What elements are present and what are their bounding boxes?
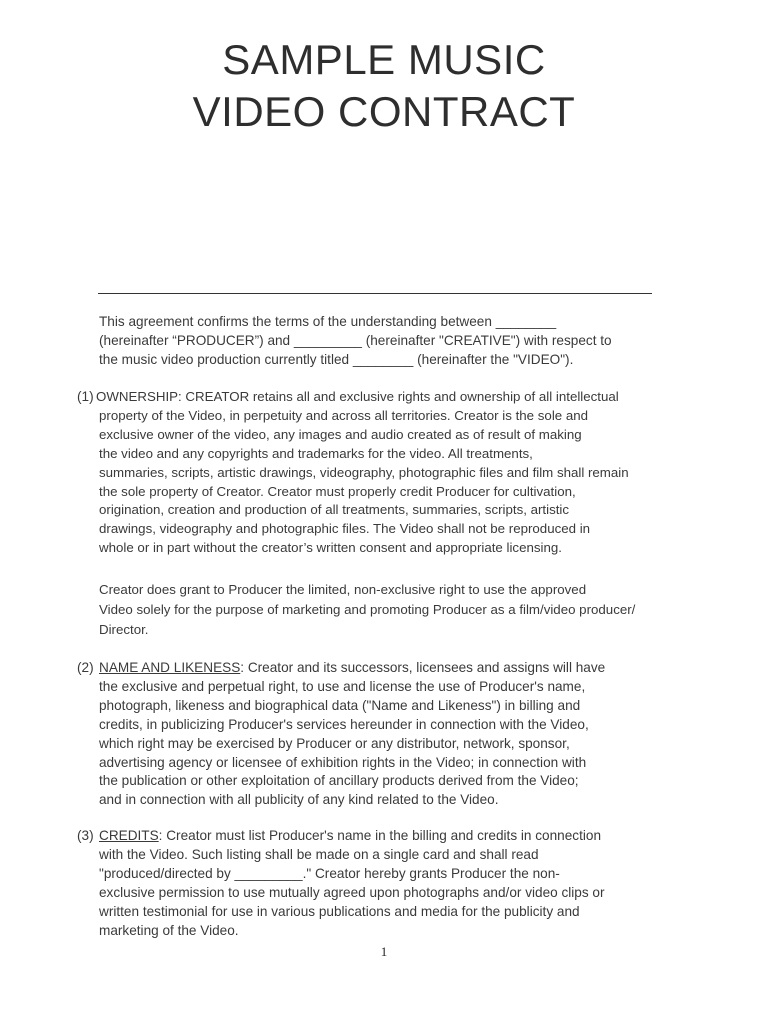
- section-2-number: (2): [77, 660, 94, 675]
- credits-line: "produced/directed by _________." Creator hereby grants Producer the non-: [99, 865, 560, 881]
- intro-line: (hereinafter “PRODUCER”) and _________ (hereinafter "CREATIVE") with respect to: [99, 332, 612, 348]
- grant-line: Director.: [99, 622, 149, 637]
- intro-line: This agreement confirms the terms of the understanding between ________: [99, 314, 557, 329]
- name-likeness-line: photograph, likeness and biographical data ("Name and Likeness") in billing and: [99, 697, 581, 713]
- credits-line: exclusive permission to use mutually agreed upon photographs and/or video clips or: [99, 884, 605, 900]
- signature-rule: [98, 293, 652, 294]
- ownership-line: summaries, scripts, artistic drawings, videography, photographic files and film shall remain: [99, 464, 629, 480]
- ownership-line: whole or in part without the creator’s written consent and appropriate licensing.: [99, 540, 562, 556]
- ownership-line: drawings, videography and photographic files. The Video shall not be reproduced in: [99, 521, 591, 537]
- name-likeness-line: the exclusive and perpetual right, to use and license the use of Producer's name,: [99, 678, 586, 694]
- ownership-line: exclusive owner of the video, any images and audio created as of result of making: [99, 426, 582, 442]
- section-3-number: (3): [77, 828, 94, 843]
- name-likeness-line: which right may be exercised by Producer or any distributor, network, sponsor,: [99, 735, 570, 751]
- name-likeness-line: credits, in publicizing Producer's services hereunder in connection with the Video,: [99, 716, 589, 732]
- section-name-likeness: [99, 659, 659, 810]
- section-ownership: [96, 388, 656, 558]
- intro-paragraph: [99, 313, 659, 370]
- name-likeness-line: advertising agency or licensee of exhibition rights in the Video; in connection with: [99, 754, 587, 770]
- credits-heading: CREDITS: [99, 828, 159, 843]
- name-likeness-line: the publication or other exploitation of ancillary products derived from the Video;: [99, 773, 579, 789]
- intro-line: the music video production currently titled ________ (hereinafter the "VIDEO").: [99, 351, 574, 367]
- ownership-line: property of the Video, in perpetuity and across all territories. Creator is the sole and: [99, 407, 589, 423]
- ownership-line: OWNERSHIP: CREATOR retains all and exclusive rights and ownership of all intellectual: [96, 389, 619, 404]
- title-line-2: VIDEO CONTRACT: [192, 88, 576, 135]
- ownership-line: the video and any copyrights and trademarks for the video. All treatments,: [99, 445, 533, 461]
- document-title: [0, 34, 768, 138]
- name-likeness-line: and in connection with all publicity of any kind related to the Video.: [99, 792, 499, 808]
- title-line-1: SAMPLE MUSIC: [222, 36, 546, 83]
- credits-first-line: [99, 827, 659, 846]
- name-likeness-first-rest: : Creator and its successors, licensees and assigns will have: [240, 660, 606, 675]
- credits-line: marketing of the Video.: [99, 922, 239, 938]
- page-number: 1: [380, 944, 388, 959]
- name-likeness-first-line: [99, 659, 659, 678]
- grant-line: Creator does grant to Producer the limited, non-exclusive right to use the approved: [99, 582, 587, 597]
- credits-line: written testimonial for use in various publications and media for the publicity and: [99, 903, 580, 919]
- ownership-grant-paragraph: [99, 580, 659, 640]
- section-credits: [99, 827, 659, 940]
- credits-first-rest: : Creator must list Producer's name in the billing and credits in connection: [158, 828, 602, 843]
- ownership-line: origination, creation and production of all treatments, summaries, scripts, artistic: [99, 502, 570, 518]
- section-1-number: (1): [77, 389, 94, 404]
- grant-line: Video solely for the purpose of marketing and promoting Producer as a film/video producer/: [99, 602, 636, 617]
- name-likeness-heading: NAME AND LIKENESS: [99, 660, 241, 675]
- ownership-line: the sole property of Creator. Creator must properly credit Producer for cultivation,: [99, 483, 576, 499]
- credits-line: with the Video. Such listing shall be made on a single card and shall read: [99, 846, 539, 862]
